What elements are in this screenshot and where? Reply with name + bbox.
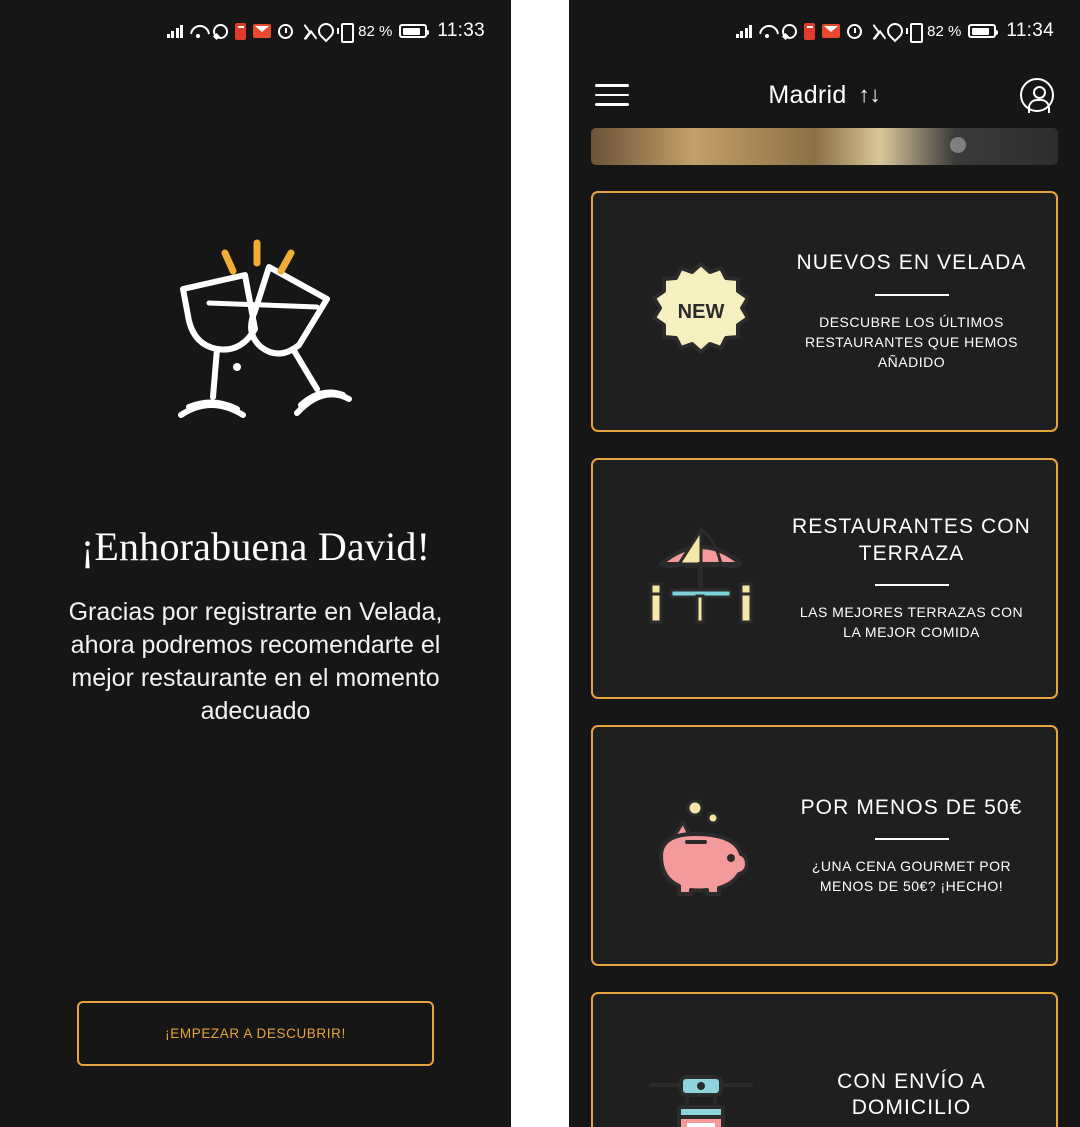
city-selector[interactable] — [768, 81, 880, 110]
location-icon — [318, 23, 330, 39]
page-title: ¡Enhorabuena David! — [80, 524, 431, 569]
city-label: Madrid — [768, 80, 847, 109]
welcome-screen — [0, 0, 511, 1127]
signal-bars-icon — [167, 24, 184, 38]
whatsapp-icon — [782, 24, 797, 39]
category-list[interactable] — [569, 128, 1080, 1127]
category-title: CON ENVÍO A DOMICILIO — [837, 1069, 986, 1119]
welcome-content — [0, 62, 511, 1127]
category-card-terraza[interactable] — [591, 458, 1058, 699]
user-account-icon[interactable] — [1020, 78, 1054, 112]
divider — [875, 294, 949, 296]
hero-banner-partial[interactable] — [591, 128, 1058, 165]
category-card-envio-domicilio[interactable] — [591, 992, 1058, 1127]
clock-label: 11:34 — [1006, 20, 1054, 41]
mail-icon — [253, 24, 271, 38]
clock-label: 11:33 — [437, 20, 485, 41]
battery-icon — [399, 24, 427, 38]
battery-percent-label: 82 % — [358, 22, 393, 40]
vibrate-icon — [337, 23, 351, 39]
signal-bars-icon — [736, 24, 753, 38]
wifi-icon — [190, 25, 206, 38]
status-bar-left — [0, 0, 511, 62]
wifi-icon — [759, 25, 775, 38]
category-subtitle: DESCUBRE LOS ÚLTIMOS RESTAURANTES QUE HEMOS AÑADIDO — [805, 313, 1018, 371]
home-screen — [569, 0, 1080, 1127]
svg-text:NEW: NEW — [677, 300, 725, 323]
category-title: POR MENOS DE 50€ — [800, 795, 1023, 819]
mail-icon — [822, 24, 840, 38]
swap-arrows-icon: ↑↓ — [858, 82, 881, 107]
battery-icon — [968, 24, 996, 38]
welcome-body-text: Gracias por registrarte en Velada, ahora podremos recomendarte el mejor restaurante en el momento adecuado — [68, 598, 443, 725]
sim-card-icon — [235, 23, 246, 40]
category-title: RESTAURANTES CON TERRAZA — [792, 515, 1031, 565]
hamburger-menu-icon[interactable] — [595, 84, 629, 105]
cheers-glasses-icon — [151, 237, 361, 467]
delivery-drone-icon — [611, 1063, 791, 1127]
terrace-parasol-icon — [611, 524, 791, 634]
alarm-icon — [847, 24, 862, 39]
whatsapp-icon — [213, 24, 228, 39]
location-icon — [887, 23, 899, 39]
category-card-nuevos[interactable] — [591, 191, 1058, 432]
category-card-menos-50[interactable] — [591, 725, 1058, 966]
battery-percent-label: 82 % — [927, 22, 962, 40]
category-card-text — [791, 250, 1038, 372]
bluetooth-icon — [300, 23, 311, 39]
piggy-bank-icon — [611, 792, 791, 900]
category-card-text — [791, 795, 1038, 897]
status-bar-right — [569, 0, 1080, 62]
divider — [875, 838, 949, 840]
category-card-text — [791, 1069, 1038, 1127]
divider — [875, 584, 949, 586]
start-discovering-button[interactable]: ¡EMPEZAR A DESCUBRIR! — [77, 1001, 434, 1066]
category-subtitle: ¿UNA CENA GOURMET POR MENOS DE 50€? ¡HECHO! — [811, 857, 1012, 895]
app-header — [569, 62, 1080, 128]
screen-divider — [511, 0, 569, 1127]
alarm-icon — [278, 24, 293, 39]
category-subtitle: LAS MEJORES TERRAZAS CON LA MEJOR COMIDA — [799, 603, 1024, 641]
category-title: NUEVOS EN VELADA — [796, 251, 1027, 275]
new-badge-icon — [611, 260, 791, 364]
sim-card-icon — [804, 23, 815, 40]
bluetooth-icon — [869, 23, 880, 39]
category-card-text — [791, 514, 1038, 642]
vibrate-icon — [906, 23, 920, 39]
